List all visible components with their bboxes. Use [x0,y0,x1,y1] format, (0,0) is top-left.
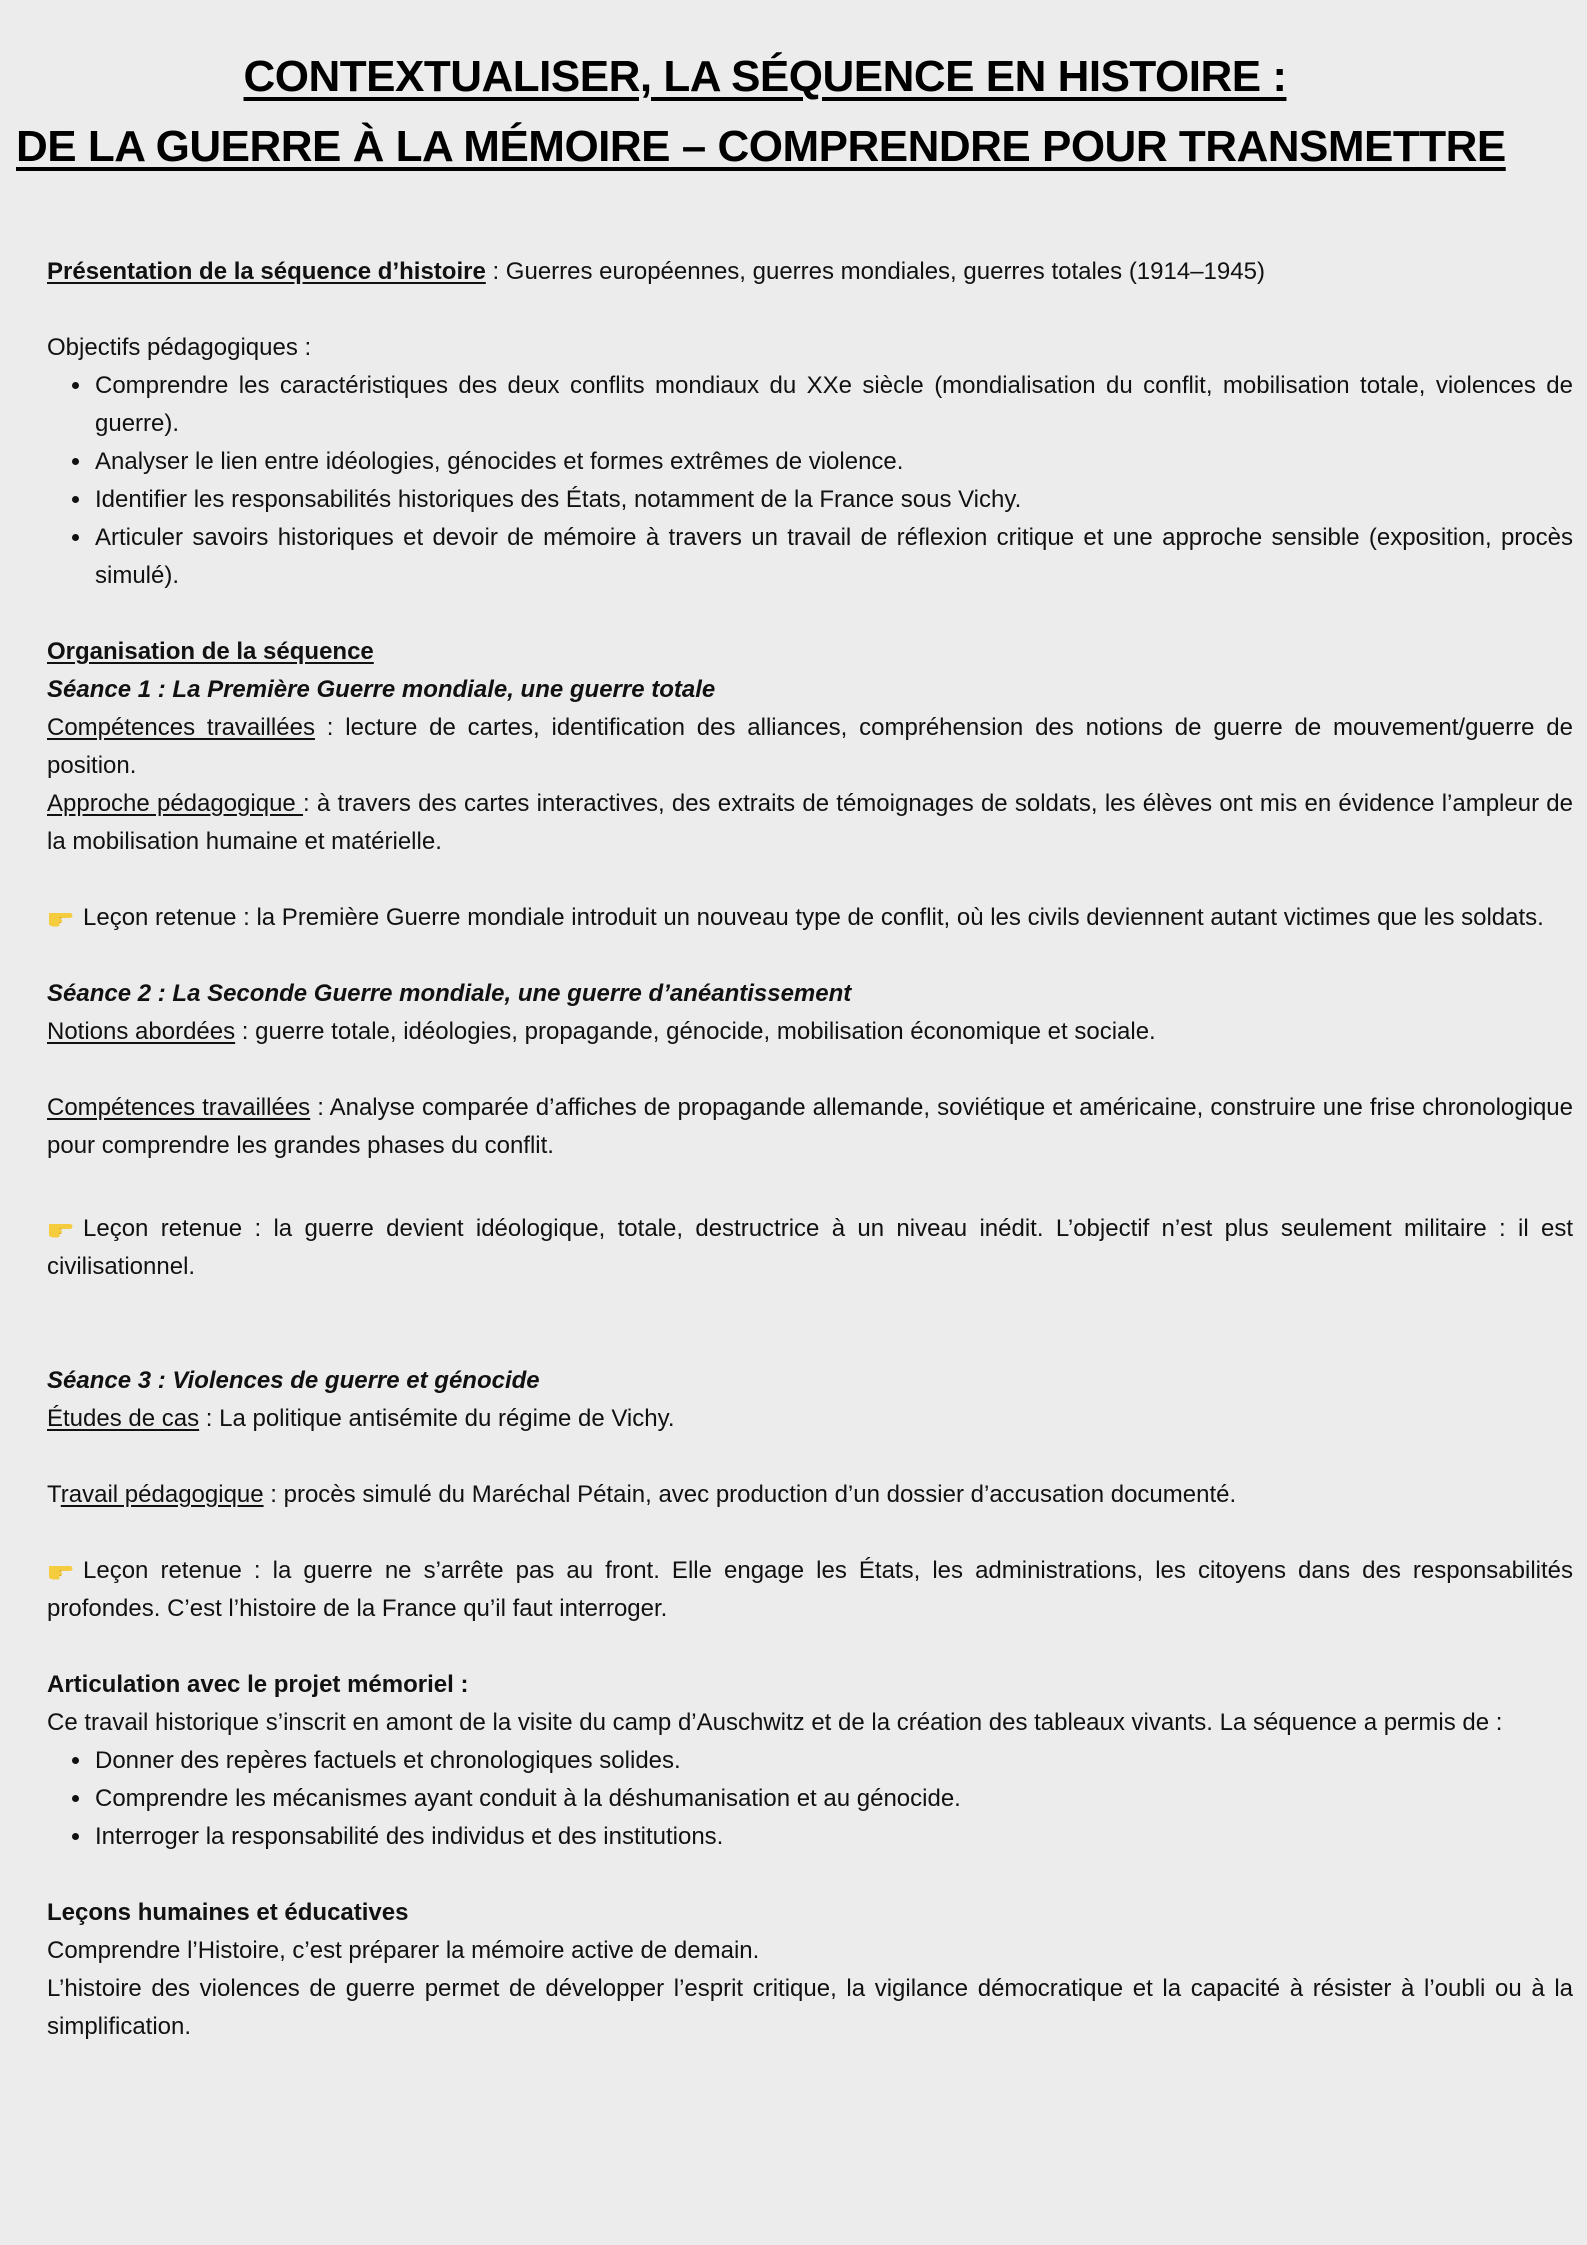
seance-2-notions [47,1013,1573,1051]
seance-3-lecon [47,1552,1573,1628]
presentation-text: : Guerres européennes, guerres mondiales, guerres totales (1914–1945) [485,258,1265,285]
travail-prefix: T [47,1481,61,1508]
etudes-text: : La politique antisémite du régime de Vichy. [199,1405,675,1432]
seance-3-travail [47,1476,1573,1514]
seance-1-approche [47,785,1573,861]
objectives-list [47,367,1573,595]
seance-2-title: Séance 2 : La Seconde Guerre mondiale, une guerre d’anéantissement [47,980,852,1007]
lecon-text: Leçon retenue : la guerre devient idéologique, totale, destructrice à un niveau inédit. L’objectif n’est plus seulement militaire : il est civilisationnel. [47,1215,1573,1280]
list-item: • Comprendre les caractéristiques des deux conflits mondiaux du XXe siècle (mondialisation du conflit, mobilisation totale, violences de guerre). [93,367,1573,443]
lecon-text: Leçon retenue : la Première Guerre mondiale introduit un nouveau type de conflit, où les civils deviennent autant victimes que les soldats. [83,904,1544,931]
articulation-intro: Ce travail historique s’inscrit en amont de la visite du camp d’Auschwitz et de la création des tableaux vivants. La séquence a permis de : [47,1709,1503,1736]
articulation-heading: Articulation avec le projet mémoriel : [47,1671,469,1698]
pointing-hand-icon [47,902,75,926]
competences-text: : Analyse comparée d’affiches de propagande allemande, soviétique et américaine, construire une frise chronologique pour comprendre les grandes phases du conflit. [47,1094,1574,1159]
seance-1-competences [47,709,1573,785]
articulation-list [47,1742,1573,1856]
list-item: • Interroger la responsabilité des individus et des institutions. [93,1818,1573,1856]
seance-2-lecon [47,1210,1573,1286]
document-body [47,253,1573,2046]
presentation-paragraph [47,253,1573,291]
seance-1-title: Séance 1 : La Première Guerre mondiale, une guerre totale [47,676,716,703]
document-title-line-1: CONTEXTUALISER, LA SÉQUENCE EN HISTOIRE : [243,52,1287,101]
seance-1-lecon [47,899,1573,937]
lecons-heading: Leçons humaines et éducatives [47,1899,409,1926]
list-item: • Analyser le lien entre idéologies, génocides et formes extrêmes de violence. [93,443,1573,481]
etudes-label: Études de cas [47,1405,200,1432]
list-item: • Comprendre les mécanismes ayant conduit à la déshumanisation et au génocide. [93,1780,1573,1818]
notions-label: Notions abordées [47,1018,236,1045]
competences-label: Compétences travaillées [47,714,315,741]
competences-label: Compétences travaillées [47,1094,311,1121]
lecon-text: Leçon retenue : la guerre ne s’arrête pas au front. Elle engage les États, les administrations, les citoyens dans des responsabilités profondes. C’est l’histoire de la France qu’il faut interroger. [47,1557,1573,1622]
approche-label: Approche pédagogique [47,790,304,817]
pointing-hand-icon [47,1555,75,1579]
document-title-line-2: DE LA GUERRE À LA MÉMOIRE – COMPRENDRE POUR TRANSMETTRE [16,122,1506,171]
seance-2-competences [47,1089,1573,1165]
list-item: • Articuler savoirs historiques et devoir de mémoire à travers un travail de réflexion critique et une approche sensible (exposition, procès simulé). [93,519,1573,595]
seance-3-etudes [47,1400,1573,1438]
seance-3-title: Séance 3 : Violences de guerre et génocide [47,1367,540,1394]
travail-text: : procès simulé du Maréchal Pétain, avec production d’un dossier d’accusation documenté. [263,1481,1237,1508]
travail-label: ravail pédagogique [60,1481,264,1508]
objectives-heading: Objectifs pédagogiques : [47,334,312,361]
lecons-line-2: L’histoire des violences de guerre permet de développer l’esprit critique, la vigilance démocratique et la capacité à résister à l’oubli ou à la simplification. [47,1975,1573,2040]
approche-text: : à travers des cartes interactives, des extraits de témoignages de soldats, les élèves ont mis en évidence l’ampleur de la mobilisation humaine et matérielle. [47,790,1573,855]
pointing-hand-icon [47,1213,75,1237]
presentation-label: Présentation de la séquence d’histoire [47,258,486,285]
list-item: • Donner des repères factuels et chronologiques solides. [93,1742,1573,1780]
competences-text: : lecture de cartes, identification des alliances, compréhension des notions de guerre de mouvement/guerre de position. [47,714,1573,779]
list-item: • Identifier les responsabilités historiques des États, notamment de la France sous Vichy. [93,481,1573,519]
lecons-line-1: Comprendre l’Histoire, c’est préparer la mémoire active de demain. [47,1937,760,1964]
organisation-heading: Organisation de la séquence [47,638,374,665]
notions-text: : guerre totale, idéologies, propagande, génocide, mobilisation économique et sociale. [235,1018,1156,1045]
